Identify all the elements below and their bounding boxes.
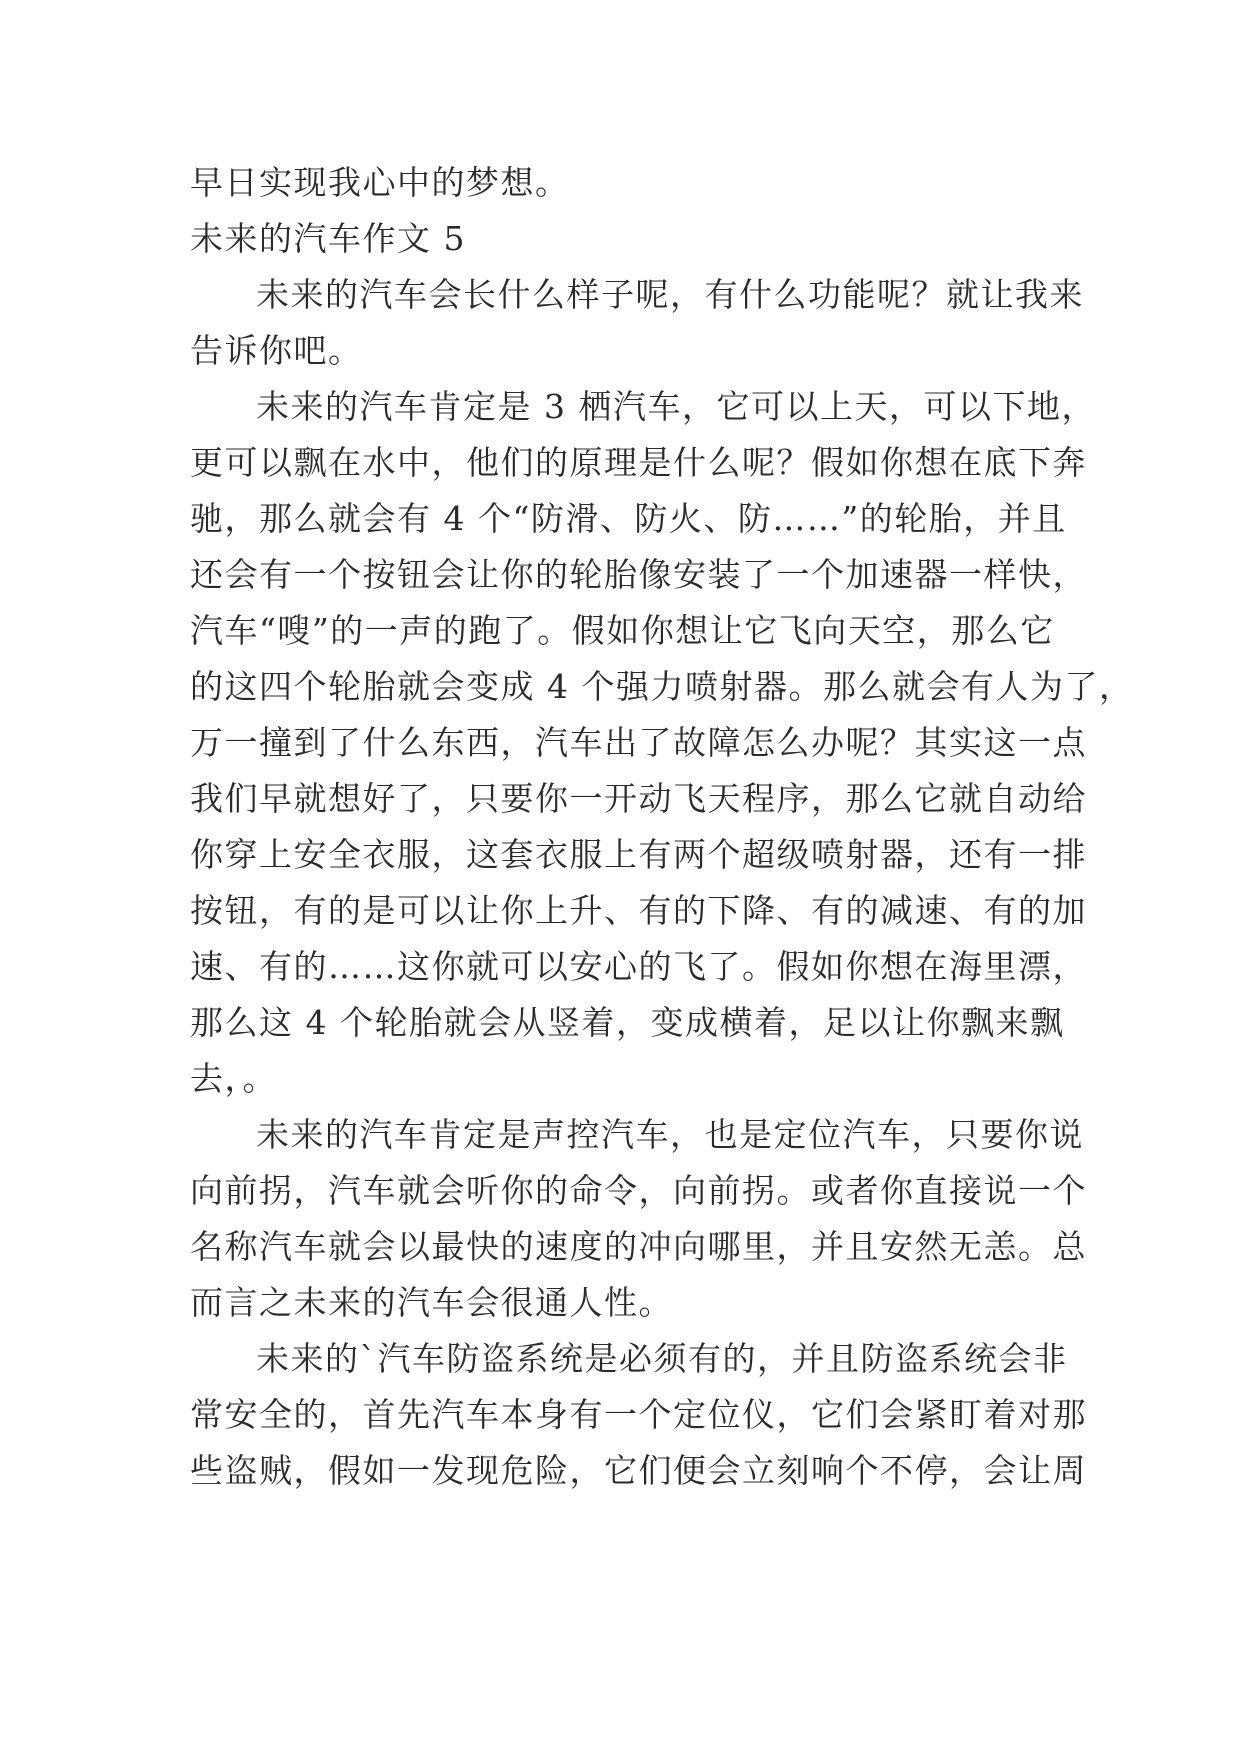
text-line: 些盗贼，假如一发现危险，它们便会立刻响个不停，会让周 — [190, 1451, 1087, 1490]
text-line: 我们早就想好了，只要你一开动飞天程序，那么它就自动给 — [190, 779, 1087, 818]
text-line: 未来的`汽车防盗系统是必须有的，并且防盗系统会非 — [256, 1339, 1068, 1378]
text-line: 而言之未来的汽车会很通人性。 — [190, 1283, 673, 1322]
text-line: 未来的汽车肯定是 3 栖汽车，它可以上天，可以下地， — [256, 387, 1096, 426]
text-line: 的这四个轮胎就会变成 4 个强力喷射器。那么就会有人为了， — [190, 667, 1134, 706]
text-line: 还会有一个按钮会让你的轮胎像安装了一个加速器一样快， — [190, 555, 1087, 594]
text-line: 万一撞到了什么东西，汽车出了故障怎么办呢？其实这一点 — [190, 723, 1087, 762]
text-line: 去，。 — [190, 1059, 277, 1098]
text-line: 未来的汽车肯定是声控汽车，也是定位汽车，只要你说 — [256, 1115, 1084, 1154]
text-line: 名称汽车就会以最快的速度的冲向哪里，并且安然无恙。总 — [190, 1227, 1087, 1266]
text-line: 更可以飘在水中，他们的原理是什么呢？假如你想在底下奔 — [190, 443, 1087, 482]
essay-heading: 未来的汽车作文 5 — [190, 219, 466, 258]
text-line: 速、有的……这你就可以安心的飞了。假如你想在海里漂， — [190, 947, 1087, 986]
text-line: 按钮，有的是可以让你上升、有的下降、有的减速、有的加 — [190, 891, 1087, 930]
text-line: 汽车“嗖”的一声的跑了。假如你想让它飞向天空，那么它 — [190, 611, 1055, 650]
text-line: 未来的汽车会长什么样子呢，有什么功能呢？就让我来 — [256, 275, 1084, 314]
text-line: 那么这 4 个轮胎就会从竖着，变成横着，足以让你飘来飘 — [190, 1003, 1065, 1042]
text-line: 你穿上安全衣服，这套衣服上有两个超级喷射器，还有一排 — [190, 835, 1087, 874]
text-line: 驰，那么就会有 4 个“防滑、防火、防……”的轮胎，并且 — [190, 499, 1067, 538]
opening-line: 早日实现我心中的梦想。 — [190, 163, 570, 202]
text-line: 告诉你吧。 — [190, 331, 363, 370]
text-line: 向前拐，汽车就会听你的命令，向前拐。或者你直接说一个 — [190, 1171, 1087, 1210]
text-line: 常安全的，首先汽车本身有一个定位仪，它们会紧盯着对那 — [190, 1395, 1087, 1434]
